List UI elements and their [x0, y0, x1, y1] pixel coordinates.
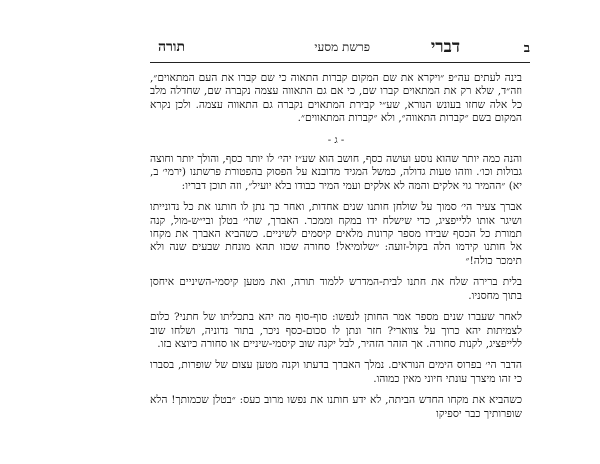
parsha-title: פרשת מסעי — [314, 40, 370, 54]
section-separator: - ג - — [327, 134, 345, 146]
paragraph-1: בינה לעתים עה״פ ״ויקרא את שם המקום קברות התאוה כי שם קברו את העם המתאוים״, וזה״ד, שלא רק את המתאוים קברו שם, כי אם גם התאווה עצמה נקברה שם, שחדלה מלב כל אלה שחזו בעונש הנורא, שע״י קבירת המתאוים נקברה גם התאווה עצמה. ולכן נקרא המקום בשם ״קברות התאווה״, ולא ״קברות המתאווים״. — [150, 72, 522, 125]
paragraph-7: כשהביא את מקחו החדש הביתה, לא ידע חותנו את נפשו מרוב כעס: ״בטלן שכמותך! הלא שופרותיך כבר יספיקו — [150, 394, 522, 420]
body-text — [150, 72, 522, 429]
paragraph-6: הדבר הי׳ בפרוס הימים הנוראים. נמלך האברך בדעתו וקנה מטען עצום של שופרות, בסברו כי זהו מיצרך עונתי חיוני מאין כמוהו. — [150, 359, 522, 385]
paragraph-3: אברך צעיר הי׳ סמוך על שולחן חותנו שנים אחדות, ואחר כך נתן לו חותנו את כל נדונייתו ושיגר אותו ללייפציג, כדי שישלח ידו במקח וממכר. האברך, שהי׳ בטלן ובי״ש-מול, קנה תמורת כל הכסף שבידו מספר קרונות מלאים קיסמים לשיניים. כשהביא האברך את מקחו אל חותנו קידמו הלה בקול-זועה: ״שלומיאל! סחורה שכזו תהא מונחת שבעים שנה ולא תימכר כולה!״ — [150, 201, 522, 267]
paragraph-4: בלית ברירה שלח את חתנו לבית-המדרש ללמוד תורה, ואת מטען קיסמי-השיניים איחסן בתוך מחסניו. — [150, 276, 522, 302]
page-letter: ב — [523, 41, 530, 56]
book-title: דברי — [430, 37, 460, 57]
paragraph-2: והנה כמה יותר שהוא נוסע ועושה כסף, חושב הוא שע״ז יהי׳ לו יותר כסף, והולך יותר וחוצה גבולות וכו׳. ווזהו טעות גדולה, כמשל המגיד מדובנא על הפסוק בהפטורת פרשתנו (ירמי׳ ב, יא) ״ההמיר גוי אלקים והמה לא אלקים ועמי המיר כבודו בלא יועיל״, וזה תוכן דבריו: — [150, 153, 522, 192]
paragraph-5: לאחר שעברו שנים מספר אמר החותן לנפשו: סוף-סוף מה יהא בתכליתו של חתני? כלום לצמיתות יהא כרוך על צווארי? חזר ונתן לו סכום-כסף ניכר, בתור נדוניה, ושלחו שוב ללייפציג, לקנות סחורה. אך הזהר הזהיר, לבל יקנה שוב קיסמי-שיניים או סחורה כיוצא בזו. — [150, 311, 522, 350]
section-title: תורה — [158, 39, 186, 55]
page-header — [150, 37, 530, 63]
